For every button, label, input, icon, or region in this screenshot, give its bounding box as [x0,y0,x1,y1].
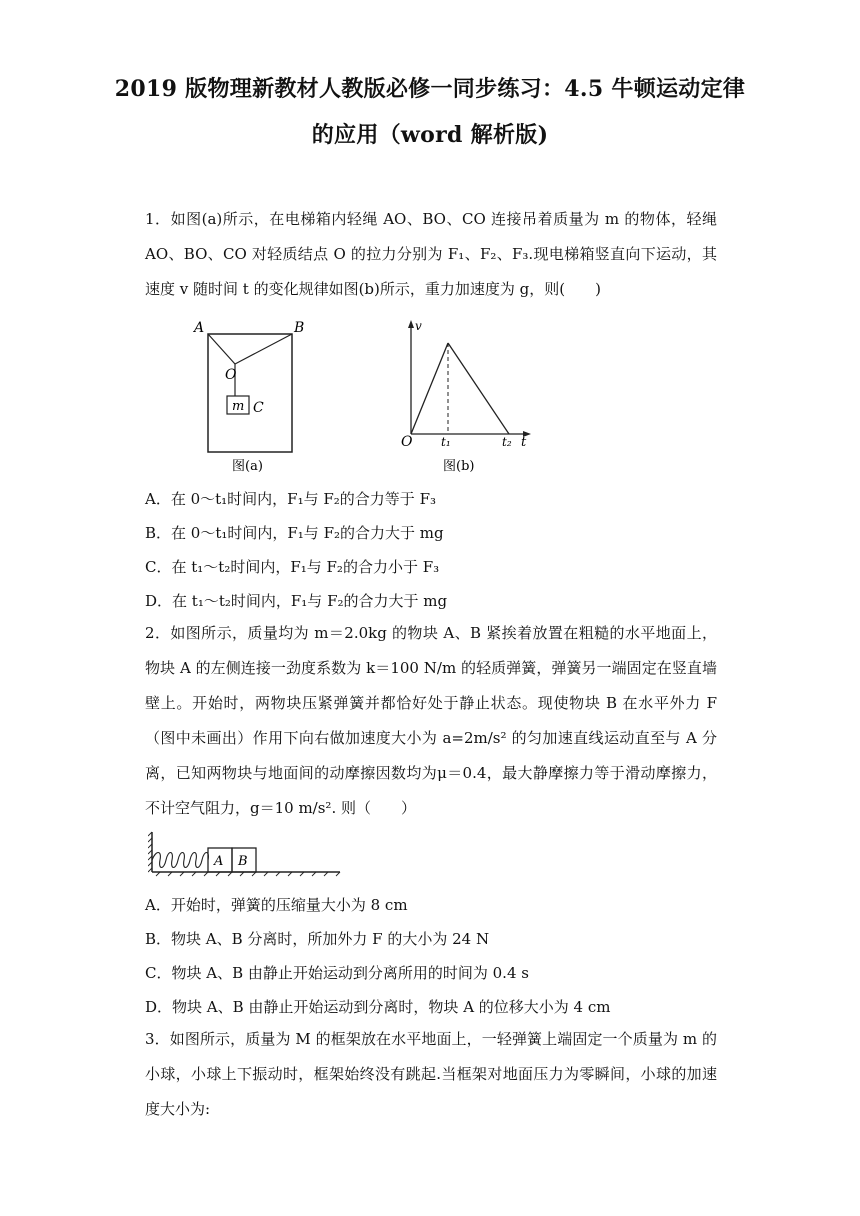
caption-b: 图(b) [443,459,475,474]
q2-option-d: D．物块 A、B 由静止开始运动到分离时，物块 A 的位移大小为 4 cm [145,998,611,1016]
question-2-text: 2．如图所示，质量均为 m＝2.0kg 的物块 A、B 紧挨着放置在粗糙的水平地面上，物块 A 的左侧连接一劲度系数为 k＝100 N/m 的轻质弹簧，弹簧另一端固定在竖直墙壁上。开始时，两物块压紧弹簧并都恰好处于静止状态。现使物块 B 在水平外力 F（图中未画出）作用下向右做加速度大小为 a=2m/s² 的匀加速直线运动直至与 A 分离，已知两物块与地面间的动摩擦因数均为μ＝0.4，最大静摩擦力等于滑动摩擦力，不计空气阻力，g＝10 m/s². 则（ ） [145,624,717,817]
q2-option-a: A．开始时，弹簧的压缩量大小为 8 cm [145,896,408,914]
label-m: m [232,399,245,414]
origin-label: O [401,434,413,450]
label-b: B [294,320,305,336]
document-title-line2: 的应用（word 解析版) [311,122,549,148]
q1-option-b: B．在 0～t₁时间内，F₁与 F₂的合力大于 mg [145,524,444,542]
label-a: A [194,320,205,336]
t1-label: t₁ [441,435,451,449]
block-b-label: B [238,854,248,869]
q2-option-b: B．物块 A、B 分离时，所加外力 F 的大小为 24 N [145,930,490,948]
figure-a-elevator [180,316,320,476]
label-o: O [225,367,237,383]
q1-option-c: C．在 t₁～t₂时间内，F₁与 F₂的合力小于 F₃ [145,558,440,576]
q1-option-d: D．在 t₁～t₂时间内，F₁与 F₂的合力大于 mg [145,592,448,610]
spring [152,853,208,868]
q2-option-c: C．物块 A、B 由静止开始运动到分离所用的时间为 0.4 s [145,964,529,982]
document-title-line1: 2019 版物理新教材人教版必修一同步练习：4.5 牛顿运动定律 [114,76,746,102]
label-c: C [253,400,264,416]
figure-b-vt-graph [395,316,545,476]
q1-option-a: A．在 0～t₁时间内，F₁与 F₂的合力等于 F₃ [145,490,436,508]
block-a-label: A [214,854,224,869]
figure-spring-blocks [148,828,344,880]
axis-t-label: t [521,435,527,450]
elevator-box [208,334,292,452]
rope-ao [208,334,235,364]
question-1-text: 1．如图(a)所示，在电梯箱内轻绳 AO、BO、CO 连接吊着质量为 m 的物体，轻绳 AO、BO、CO 对轻质结点 O 的拉力分别为 F₁、F₂、F₃.现电梯箱竖直向下运动，其速度 v 随时间 t 的变化规律如图(b)所示，重力加速度为 g，则( ) [145,210,717,298]
axis-v-label: v [415,319,422,333]
rope-bo [235,334,292,364]
question-3-text: 3．如图所示，质量为 M 的框架放在水平地面上，一轻弹簧上端固定一个质量为 m 的小球，小球上下振动时，框架始终没有跳起.当框架对地面压力为零瞬间，小球的加速度大小为: [145,1030,717,1118]
decel-segment [448,343,509,434]
caption-a: 图(a) [232,459,263,474]
v-axis-arrow [408,320,414,328]
t2-label: t₂ [502,435,512,449]
accel-segment [411,343,448,434]
